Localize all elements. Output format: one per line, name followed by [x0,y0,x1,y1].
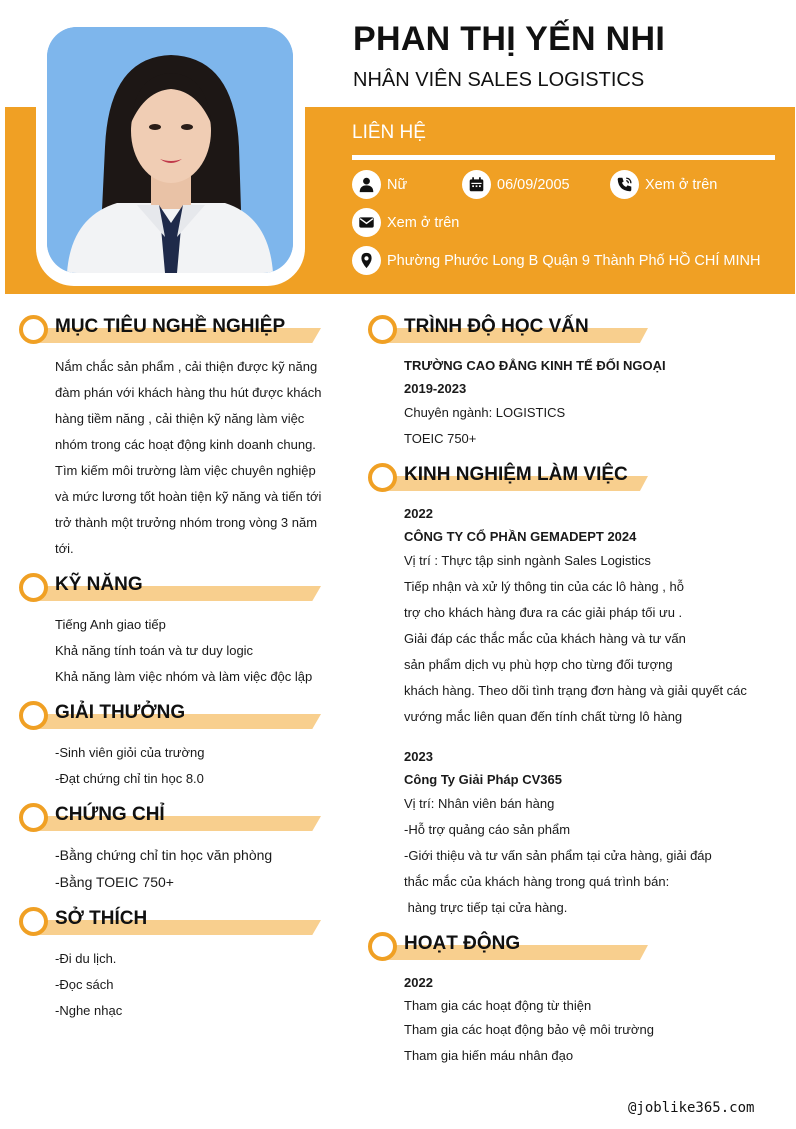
goal-line: tới. [55,541,74,556]
job-line: -Hỗ trợ quảng cáo sản phẩm [404,822,571,837]
activity-item: Tham gia các hoạt động bảo vệ môi trường [404,1022,654,1037]
job-line: trợ cho khách hàng đưa ra các giải pháp tối ưu . [404,605,683,620]
certificate-item: -Bằng TOEIC 750+ [55,874,174,890]
job-line: thắc mắc của khách hàng trong quá trình bán: [404,874,670,889]
section-awards [19,700,321,730]
goal-line: Tìm kiếm môi trường làm việc chuyên nghiệp [55,463,316,478]
activity-item: Tham gia hiến máu nhân đạo [404,1048,574,1063]
email-value: Xem ở trên [387,214,460,231]
goal-line: trở thành một trưởng nhóm trong vòng 3 năm [55,515,318,530]
section-bullet-ring [19,907,48,936]
section-certificates [19,802,321,832]
section-title: CHỨNG CHỈ [55,804,165,825]
goal-line: nhóm trong các hoạt động kinh doanh chung. [55,437,316,452]
skill-item: Tiếng Anh giao tiếp [55,617,166,632]
contact-email [352,208,459,237]
section-title: KINH NGHIỆM LÀM VIỆC [404,464,628,485]
section-bullet-ring [368,463,397,492]
section-title: KỸ NĂNG [55,574,143,595]
gender-value: Nữ [387,176,408,193]
job-line: -Giới thiệu và tư vấn sản phẩm tại cửa hàng, giải đáp [404,848,712,863]
address-value: Phường Phước Long B Quận 9 Thành Phố HỒ CHÍ MINH [387,252,761,269]
job-line: Vị trí : Thực tập sinh ngành Sales Logistics [404,553,651,568]
activity-item: Tham gia các hoạt động từ thiện [404,998,592,1013]
award-item: -Sinh viên giỏi của trường [55,745,205,760]
education-major: Chuyên ngành: LOGISTICS [404,405,566,420]
hobby-item: -Đi du lịch. [55,951,117,966]
section-title: HOẠT ĐỘNG [404,933,521,954]
section-title: GIẢI THƯỞNG [55,702,186,723]
profile-photo [47,27,293,273]
phone-icon [610,170,639,199]
award-item: -Đạt chứng chỉ tin học 8.0 [55,771,204,786]
hobby-item: -Đọc sách [55,977,114,992]
certificate-item: -Bằng chứng chỉ tin học văn phòng [55,847,273,863]
skill-item: Khả năng tính toán và tư duy logic [55,643,254,658]
goal-line: Nắm chắc sản phẩm , cải thiện được kỹ năng [55,359,318,374]
section-title: MỤC TIÊU NGHỀ NGHIỆP [55,316,286,337]
education-school: TRƯỜNG CAO ĐẲNG KINH TẾ ĐỐI NGOẠI [404,358,666,373]
section-education [368,314,648,344]
job-line: Vị trí: Nhân viên bán hàng [404,796,555,811]
goal-line: hàng tiềm năng , cải thiện kỹ năng làm việc [55,411,305,426]
section-bullet-ring [19,803,48,832]
section-bullet-ring [19,315,48,344]
goal-line: đàm phán với khách hàng thu hút được khách [55,385,322,400]
skill-item: Khả năng làm việc nhóm và làm việc độc lập [55,669,313,684]
section-career-goal [19,314,321,344]
job-line: khách hàng. Theo dõi tình trạng đơn hàng và giải quyết các [404,683,747,698]
activity-year: 2022 [404,975,433,990]
contact-heading: LIÊN HỆ [352,122,426,143]
education-years: 2019-2023 [404,381,467,396]
location-pin-icon [352,246,381,275]
birthday-value: 06/09/2005 [497,176,570,193]
section-title: SỞ THÍCH [55,908,148,929]
job-line: hàng trực tiếp tại cửa hàng. [404,900,568,915]
section-bullet-ring [19,701,48,730]
section-bullet-ring [368,315,397,344]
contact-birthday [462,170,570,199]
education-toeic: TOEIC 750+ [404,431,477,446]
section-hobbies [19,906,321,936]
candidate-name: PHAN THỊ YẾN NHI [353,20,666,58]
job-company: Công Ty Giải Pháp CV365 [404,772,562,787]
contact-divider [352,155,775,160]
user-icon [352,170,381,199]
contact-gender [352,170,407,199]
goal-line: và mức lương tốt hoàn tiện kỹ năng và tiến tới [55,489,322,504]
contact-phone [610,170,717,199]
section-skills [19,572,321,602]
job-line: sản phẩm dịch vụ phù hợp cho từng đối tượng [404,657,673,672]
section-bullet-ring [19,573,48,602]
contact-address [352,246,760,275]
calendar-icon [462,170,491,199]
job-year: 2023 [404,749,433,764]
section-activities [368,931,648,961]
section-bullet-ring [368,932,397,961]
job-line: Giải đáp các thắc mắc của khách hàng và tư vấn [404,631,686,646]
mail-icon [352,208,381,237]
job-year: 2022 [404,506,433,521]
job-title: NHÂN VIÊN SALES LOGISTICS [353,69,645,91]
phone-value: Xem ở trên [645,176,718,193]
hobby-item: -Nghe nhạc [55,1003,123,1018]
job-company: CÔNG TY CỔ PHẦN GEMADEPT 2024 [404,529,637,544]
job-line: Tiếp nhận và xử lý thông tin của các lô hàng , hỗ [404,579,684,594]
watermark: @joblike365.com [628,1100,755,1116]
section-title: TRÌNH ĐỘ HỌC VẤN [404,316,589,337]
job-line: vướng mắc liên quan đến tính chất từng lô hàng [404,709,683,724]
section-experience [368,462,648,492]
